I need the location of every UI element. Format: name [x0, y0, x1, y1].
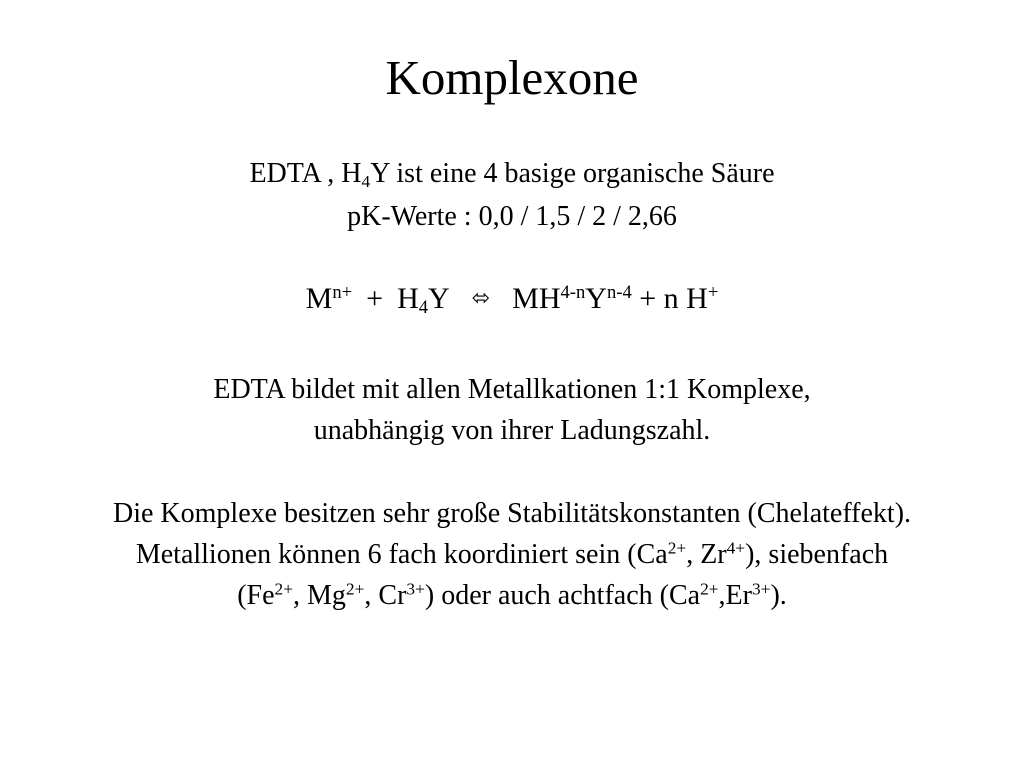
statement-line-2: unabhängig von ihrer Ladungszahl. [313, 415, 711, 446]
eq-h-charge: + [707, 281, 719, 303]
p3-text-f: ). [770, 580, 787, 611]
p2-sup-ca: 2+ [667, 538, 687, 558]
p3-sup-ca: 2+ [700, 579, 719, 599]
eq-plus: + [366, 282, 384, 315]
p2-sup-zr: 4+ [726, 538, 746, 558]
complexation-equation [0, 280, 1024, 318]
eq-tail: + n H [639, 282, 708, 315]
edta-description: Y ist eine 4 basige organische Säure [370, 158, 775, 189]
p2-text-b: , Zr [686, 539, 727, 570]
eq-y2: Y [585, 282, 607, 315]
edta-label: EDTA , H [249, 158, 362, 189]
p3-sup-er: 3+ [751, 579, 771, 599]
pk-values: pK-Werte : 0,0 / 1,5 / 2 / 2,66 [347, 201, 677, 232]
edta-definition [0, 156, 1024, 192]
paragraph-line-1: Die Komplexe besitzen sehr große Stabilitätskonstanten (Chelateffekt). [112, 498, 912, 529]
eq-mh-superscript: 4-n [560, 281, 586, 303]
eq-metal-charge: n+ [332, 281, 353, 303]
p3-text-b: , Mg [293, 580, 346, 611]
p3-sup-fe: 2+ [274, 579, 293, 599]
eq-mh: MH [512, 282, 561, 315]
eq-h: H [397, 282, 419, 315]
edta-subscript: 4 [361, 171, 371, 191]
paragraph-line-3 [0, 578, 1024, 614]
statement-line-1: EDTA bildet mit allen Metallkationen 1:1 Komplexe, [213, 374, 811, 405]
eq-h-subscript: 4 [418, 297, 429, 319]
p2-text-c: ), siebenfach [745, 539, 889, 570]
p2-text-a: Metallionen können 6 fach koordiniert sein (Ca [135, 539, 668, 570]
page-title: Komplexone [385, 50, 639, 105]
p3-sup-mg: 2+ [345, 579, 365, 599]
p3-sup-cr: 3+ [406, 579, 425, 599]
p3-text-e: ,Er [718, 580, 752, 611]
eq-y2-superscript: n-4 [606, 281, 632, 303]
equilibrium-arrow-icon: ⬄ [471, 286, 491, 312]
eq-metal: M [305, 282, 333, 315]
p3-text-a: (Fe [237, 580, 275, 611]
p3-text-d: ) oder auch achtfach (Ca [424, 580, 701, 611]
eq-y: Y [428, 282, 450, 315]
p3-text-c: , Cr [364, 580, 407, 611]
paragraph-line-2 [0, 537, 1024, 573]
